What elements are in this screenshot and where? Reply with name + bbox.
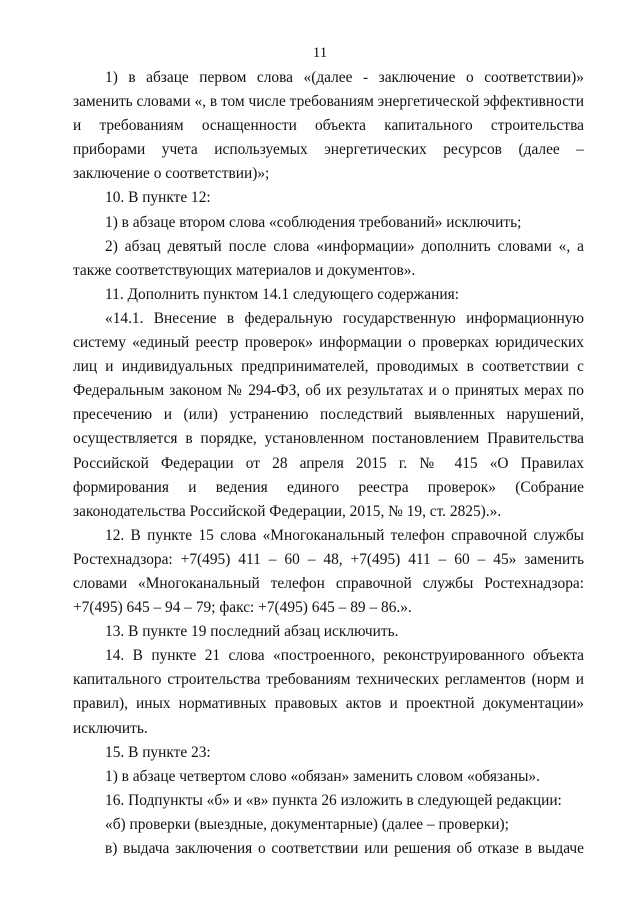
paragraph: «14.1. Внесение в федеральную государственную информационную систему «единый реестр проверок» информации о проверках юридических лиц и индивидуальных предпринимателей, проводимых в соответствии с Федеральным законом № 294-ФЗ, об их результатах и о принятых мерах по пресечению и (или) устранению последствий выявленных нарушений, осуществляется в порядке, установленном постановлением Правительства Российской Федерации от 28 апреля 2015 г. № 415 «О Правилах формирования и ведения единого реестра проверок» (Собрание законодательства Российской Федерации, 2015, № 19, ст. 2825).». (73, 309, 584, 520)
paragraph: 1) в абзаце втором слова «соблюдения требований» исключить; (105, 213, 522, 231)
page-number: 11 (312, 45, 328, 61)
paragraph: 16. Подпункты «б» и «в» пункта 26 изложить в следующей редакции: (105, 791, 562, 809)
paragraph: 1) в абзаце четвертом слово «обязан» заменить словом «обязаны». (105, 767, 540, 785)
paragraph: 11. Дополнить пунктом 14.1 следующего содержания: (105, 285, 459, 303)
paragraph: 2) абзац девятый после слова «информации» дополнить словами «, а также соответствующих материалов и документов». (73, 237, 584, 279)
paragraph: в) выдача заключения о соответствии или решения об отказе в выдаче (105, 840, 584, 857)
paragraph: «б) проверки (выездные, документарные) (далее – проверки); (105, 815, 509, 833)
paragraph: 15. В пункте 23: (105, 743, 211, 761)
paragraph: 14. В пункте 21 слова «построенного, реконструированного объекта капитального строительства требованиям технических регламентов (норм и правил), иных нормативных правовых актов и проектной документации» исключить. (73, 647, 584, 737)
document-body (73, 66, 584, 861)
paragraph: 13. В пункте 19 последний абзац исключить. (105, 623, 399, 641)
paragraph: 1) в абзаце первом слова «(далее - заключение о соответствии)» заменить словами «, в том числе требованиям энергетической эффективности и требованиям оснащенности объекта капитального строительства приборами учета используемых энергетических ресурсов (далее – заключение о соответствии)»; (73, 69, 585, 183)
paragraph: 12. В пункте 15 слова «Многоканальный телефон справочной службы Ростехнадзора: +7(495) 411 – 60 – 48, +7(495) 411 – 60 – 45» заменить словами «Многоканальный телефон справочной службы Ростехнадзора: +7(495) 645 – 94 – 79; факс: +7(495) 645 – 89 – 86.». (73, 526, 584, 617)
paragraph: 10. В пункте 12: (105, 189, 211, 207)
